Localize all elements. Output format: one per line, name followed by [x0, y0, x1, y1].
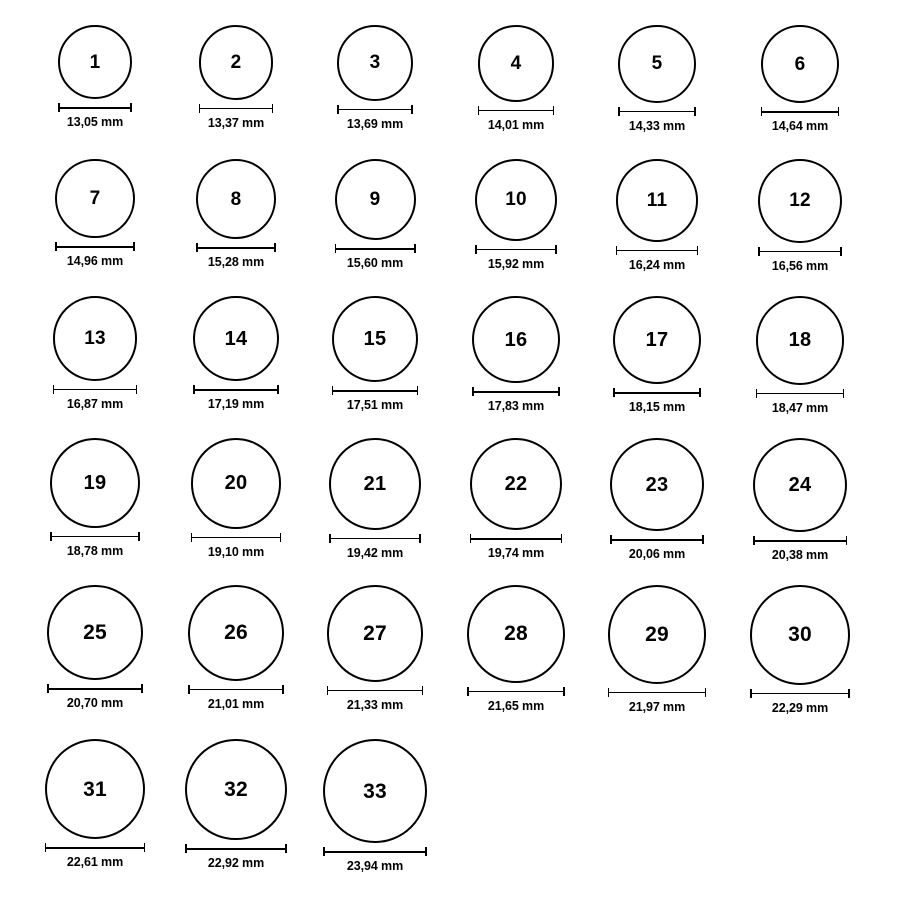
ring-diameter-label: 20,70 mm: [66, 696, 124, 711]
measure-cap-left: [613, 388, 615, 397]
measure-line: [47, 688, 142, 690]
ring-number: 1: [89, 51, 101, 73]
measure-cap-right: [555, 245, 557, 254]
ring-size-item: [35, 159, 155, 268]
ring-diameter-label: 22,29 mm: [771, 700, 829, 715]
ring-circle: [335, 159, 416, 240]
ring-diameter-label: 15,28 mm: [207, 255, 265, 270]
measure-line: [193, 389, 278, 391]
diameter-measure-bar: [472, 387, 559, 396]
diameter-measure-bar: [758, 247, 842, 256]
ring-diameter-label: 18,15 mm: [628, 400, 686, 414]
diameter-measure-bar: [610, 535, 703, 544]
ring-diameter-label: 21,97 mm: [628, 699, 686, 714]
measure-cap-right: [130, 103, 132, 112]
measure-cap-right: [138, 532, 140, 541]
ring-circle: [327, 585, 424, 682]
measure-cap-right: [705, 688, 707, 697]
ring-diameter-label: 19,74 mm: [487, 546, 545, 561]
ring-circle: [610, 438, 703, 531]
ring-size-item: [35, 25, 155, 129]
measure-line: [472, 391, 559, 393]
ring-circle: [475, 159, 557, 241]
ring-number: 14: [224, 327, 248, 350]
ring-circle: [472, 296, 559, 383]
measure-cap-right: [414, 244, 416, 253]
measure-line: [337, 109, 413, 111]
measure-line: [327, 690, 424, 692]
measure-cap-right: [282, 685, 284, 694]
ring-circle: [55, 159, 134, 238]
ring-diameter-label: 22,61 mm: [66, 855, 124, 870]
diameter-measure-bar: [470, 534, 562, 543]
diameter-measure-bar: [467, 687, 565, 696]
ring-number: 25: [83, 621, 107, 645]
ring-diameter-label: 21,33 mm: [346, 697, 404, 712]
ring-number: 26: [224, 621, 248, 645]
measure-line: [756, 393, 845, 395]
measure-line: [53, 389, 138, 391]
diameter-measure-bar: [613, 388, 701, 397]
ring-size-item: [456, 585, 576, 713]
measure-line: [753, 540, 847, 542]
measure-cap-right: [553, 106, 555, 115]
measure-line: [185, 848, 286, 850]
measure-cap-left: [616, 246, 618, 255]
measure-cap-left: [196, 243, 198, 252]
ring-number: 28: [504, 622, 528, 646]
measure-cap-left: [191, 533, 193, 542]
diameter-measure-bar: [199, 104, 274, 113]
ring-circle: [756, 296, 845, 385]
measure-cap-right: [699, 388, 701, 397]
ring-size-item: [176, 585, 296, 711]
ring-number: 10: [505, 189, 527, 211]
ring-size-item: [315, 585, 435, 712]
diameter-measure-bar: [753, 536, 847, 545]
ring-diameter-label: 15,92 mm: [487, 256, 545, 271]
diameter-measure-bar: [47, 684, 142, 693]
ring-number: 30: [788, 623, 812, 647]
ring-diameter-label: 22,92 mm: [207, 856, 265, 871]
ring-number: 3: [369, 52, 381, 74]
ring-number: 29: [645, 622, 669, 646]
diameter-measure-bar: [756, 389, 845, 398]
measure-cap-left: [478, 106, 480, 115]
measure-cap-left: [53, 385, 55, 394]
measure-cap-left: [58, 103, 60, 112]
measure-cap-left: [188, 685, 190, 694]
diameter-measure-bar: [50, 532, 140, 541]
diameter-measure-bar: [478, 106, 555, 115]
measure-cap-right: [133, 242, 135, 251]
ring-size-item: [35, 438, 155, 558]
measure-line: [55, 246, 134, 248]
measure-line: [608, 692, 707, 694]
ring-diameter-label: 23,94 mm: [346, 859, 404, 873]
ring-number: 22: [504, 473, 528, 496]
diameter-measure-bar: [761, 107, 839, 116]
ring-diameter-label: 19,42 mm: [346, 545, 404, 560]
ring-diameter-label: 14,96 mm: [66, 254, 124, 269]
ring-number: 27: [363, 621, 387, 645]
diameter-measure-bar: [58, 103, 132, 112]
measure-line: [475, 249, 557, 251]
measure-cap-left: [199, 104, 201, 113]
ring-number: 20: [224, 472, 248, 495]
diameter-measure-bar: [193, 385, 278, 394]
ring-diameter-label: 21,65 mm: [487, 698, 545, 713]
ring-size-item: [176, 159, 296, 269]
ring-size-item: [315, 438, 435, 560]
measure-cap-left: [750, 689, 752, 698]
ring-circle: [750, 585, 850, 685]
measure-cap-left: [193, 385, 195, 394]
ring-diameter-label: 18,78 mm: [66, 543, 124, 558]
measure-cap-right: [272, 104, 274, 113]
measure-cap-left: [472, 387, 474, 396]
measure-cap-right: [280, 533, 282, 542]
diameter-measure-bar: [45, 843, 145, 852]
ring-diameter-label: 14,01 mm: [487, 117, 545, 132]
measure-cap-left: [47, 684, 49, 693]
ring-size-item: [176, 25, 296, 130]
measure-line: [616, 250, 699, 252]
ring-circle: [470, 438, 562, 530]
measure-line: [50, 536, 140, 538]
ring-size-item: [740, 438, 860, 562]
measure-cap-left: [50, 532, 52, 541]
ring-number: 32: [224, 778, 248, 802]
measure-cap-left: [467, 687, 469, 696]
measure-line: [750, 693, 850, 695]
ring-circle: [329, 438, 421, 530]
measure-line: [329, 538, 421, 540]
ring-size-item: [597, 296, 717, 414]
ring-number: 9: [369, 189, 381, 210]
ring-number: 2: [230, 51, 242, 73]
ring-size-item: [315, 739, 435, 873]
ring-circle: [616, 159, 699, 242]
ring-number: 6: [794, 53, 806, 75]
ring-size-item: [597, 159, 717, 272]
ring-size-item: [456, 438, 576, 560]
ring-size-item: [740, 585, 860, 715]
ring-size-item: [35, 739, 155, 869]
measure-cap-left: [758, 247, 760, 256]
measure-cap-right: [417, 386, 419, 395]
ring-size-item: [597, 438, 717, 561]
diameter-measure-bar: [608, 688, 707, 697]
ring-diameter-label: 17,51 mm: [346, 398, 404, 413]
measure-cap-right: [558, 387, 560, 396]
measure-line: [618, 111, 696, 113]
ring-size-item: [35, 296, 155, 411]
measure-cap-right: [561, 534, 563, 543]
measure-cap-left: [753, 536, 755, 545]
ring-circle: [47, 585, 142, 680]
ring-circle: [191, 438, 282, 529]
ring-size-item: [315, 25, 435, 131]
measure-cap-right: [136, 385, 138, 394]
ring-diameter-label: 13,05 mm: [66, 115, 124, 129]
measure-cap-left: [332, 386, 334, 395]
measure-cap-right: [425, 847, 427, 856]
measure-cap-right: [843, 389, 845, 398]
measure-line: [58, 107, 132, 109]
diameter-measure-bar: [618, 107, 696, 116]
measure-cap-right: [838, 107, 840, 116]
ring-circle: [193, 296, 278, 381]
measure-cap-right: [563, 687, 565, 696]
measure-cap-left: [608, 688, 610, 697]
ring-diameter-label: 14,64 mm: [771, 119, 829, 134]
ring-circle: [332, 296, 418, 382]
ring-diameter-label: 15,60 mm: [346, 256, 404, 270]
ring-number: 7: [89, 188, 101, 210]
ring-size-item: [456, 296, 576, 413]
diameter-measure-bar: [750, 689, 850, 698]
ring-size-item: [315, 296, 435, 412]
measure-cap-left: [335, 244, 337, 253]
measure-line: [332, 390, 418, 392]
measure-line: [323, 851, 427, 853]
diameter-measure-bar: [329, 534, 421, 543]
measure-cap-right: [411, 105, 413, 114]
measure-cap-right: [277, 385, 279, 394]
ring-number: 33: [363, 779, 387, 803]
diameter-measure-bar: [337, 105, 413, 114]
measure-cap-left: [327, 686, 329, 695]
diameter-measure-bar: [323, 847, 427, 856]
diameter-measure-bar: [332, 386, 418, 395]
ring-circle: [613, 296, 701, 384]
ring-size-item: [176, 739, 296, 870]
ring-diameter-label: 13,69 mm: [346, 116, 404, 131]
ring-circle: [467, 585, 565, 683]
ring-number: 18: [788, 329, 812, 352]
ring-circle: [337, 25, 413, 101]
diameter-measure-bar: [616, 246, 699, 255]
ring-diameter-label: 17,19 mm: [207, 397, 265, 412]
ring-number: 24: [788, 474, 812, 497]
measure-line: [478, 110, 555, 112]
measure-cap-right: [422, 686, 424, 695]
measure-cap-right: [141, 684, 143, 693]
ring-size-item: [597, 585, 717, 714]
ring-size-item: [740, 159, 860, 273]
ring-circle: [45, 739, 145, 839]
diameter-measure-bar: [327, 686, 424, 695]
ring-number: 4: [510, 52, 522, 74]
measure-line: [191, 537, 282, 539]
ring-circle: [753, 438, 847, 532]
diameter-measure-bar: [196, 243, 276, 252]
ring-number: 17: [645, 329, 669, 351]
measure-cap-right: [848, 689, 850, 698]
measure-cap-right: [285, 844, 287, 853]
diameter-measure-bar: [53, 385, 138, 394]
ring-circle: [323, 739, 427, 843]
ring-diameter-label: 16,24 mm: [628, 257, 686, 272]
measure-line: [45, 847, 145, 849]
ring-diameter-label: 17,83 mm: [487, 399, 545, 414]
measure-cap-left: [475, 245, 477, 254]
ring-size-item: [35, 585, 155, 710]
ring-circle: [188, 585, 284, 681]
measure-cap-left: [55, 242, 57, 251]
ring-size-item: [740, 25, 860, 133]
ring-circle: [53, 296, 138, 381]
ring-circle: [199, 25, 274, 100]
measure-line: [758, 251, 842, 253]
measure-line: [761, 111, 839, 113]
ring-diameter-label: 16,87 mm: [66, 396, 124, 411]
measure-cap-right: [694, 107, 696, 116]
ring-number: 19: [83, 471, 107, 494]
ring-circle: [478, 25, 555, 102]
ring-diameter-label: 20,06 mm: [628, 547, 686, 562]
ring-number: 8: [230, 188, 242, 210]
ring-number: 13: [84, 327, 106, 349]
ring-diameter-label: 21,01 mm: [207, 696, 265, 711]
measure-line: [467, 691, 565, 693]
ring-number: 11: [646, 189, 668, 211]
measure-cap-right: [144, 843, 146, 852]
ring-size-item: [740, 296, 860, 415]
measure-cap-left: [470, 534, 472, 543]
measure-line: [199, 108, 274, 110]
diameter-measure-bar: [55, 242, 134, 251]
measure-cap-left: [323, 847, 325, 856]
diameter-measure-bar: [475, 245, 557, 254]
ring-number: 15: [363, 328, 387, 351]
measure-cap-right: [702, 535, 704, 544]
ring-diameter-label: 16,56 mm: [771, 258, 829, 273]
measure-line: [610, 539, 703, 541]
ring-circle: [761, 25, 839, 103]
ring-size-item: [315, 159, 435, 270]
measure-cap-right: [419, 534, 421, 543]
ring-size-item: [456, 159, 576, 271]
ring-circle: [618, 25, 696, 103]
measure-line: [613, 392, 701, 394]
ring-number: 16: [504, 328, 528, 351]
measure-line: [188, 689, 284, 691]
ring-circle: [50, 438, 140, 528]
ring-number: 31: [83, 777, 107, 801]
measure-cap-left: [610, 535, 612, 544]
ring-diameter-label: 19,10 mm: [207, 544, 265, 559]
ring-diameter-label: 13,37 mm: [207, 115, 265, 130]
diameter-measure-bar: [335, 244, 416, 253]
measure-cap-right: [840, 247, 842, 256]
ring-size-item: [176, 296, 296, 411]
ring-number: 12: [789, 190, 811, 212]
ring-number: 5: [651, 53, 663, 75]
measure-cap-left: [337, 105, 339, 114]
ring-size-item: [176, 438, 296, 559]
ring-circle: [185, 739, 286, 840]
ring-circle: [758, 159, 842, 243]
ring-size-item: [456, 25, 576, 132]
ring-diameter-label: 18,47 mm: [771, 400, 829, 415]
measure-cap-left: [185, 844, 187, 853]
diameter-measure-bar: [191, 533, 282, 542]
ring-size-item: [597, 25, 717, 133]
ring-diameter-label: 14,33 mm: [628, 118, 686, 133]
measure-cap-left: [45, 843, 47, 852]
ring-circle: [608, 585, 707, 684]
ring-circle: [196, 159, 276, 239]
measure-cap-right: [697, 246, 699, 255]
measure-cap-left: [756, 389, 758, 398]
measure-line: [470, 538, 562, 540]
diameter-measure-bar: [185, 844, 286, 853]
measure-cap-left: [761, 107, 763, 116]
measure-line: [196, 247, 276, 249]
ring-circle: [58, 25, 132, 99]
measure-cap-left: [618, 107, 620, 116]
ring-number: 21: [363, 472, 387, 495]
ring-number: 23: [645, 473, 669, 496]
measure-line: [335, 248, 416, 250]
measure-cap-right: [846, 536, 848, 545]
diameter-measure-bar: [188, 685, 284, 694]
measure-cap-left: [329, 534, 331, 543]
measure-cap-right: [274, 243, 276, 252]
ring-diameter-label: 20,38 mm: [771, 548, 829, 563]
